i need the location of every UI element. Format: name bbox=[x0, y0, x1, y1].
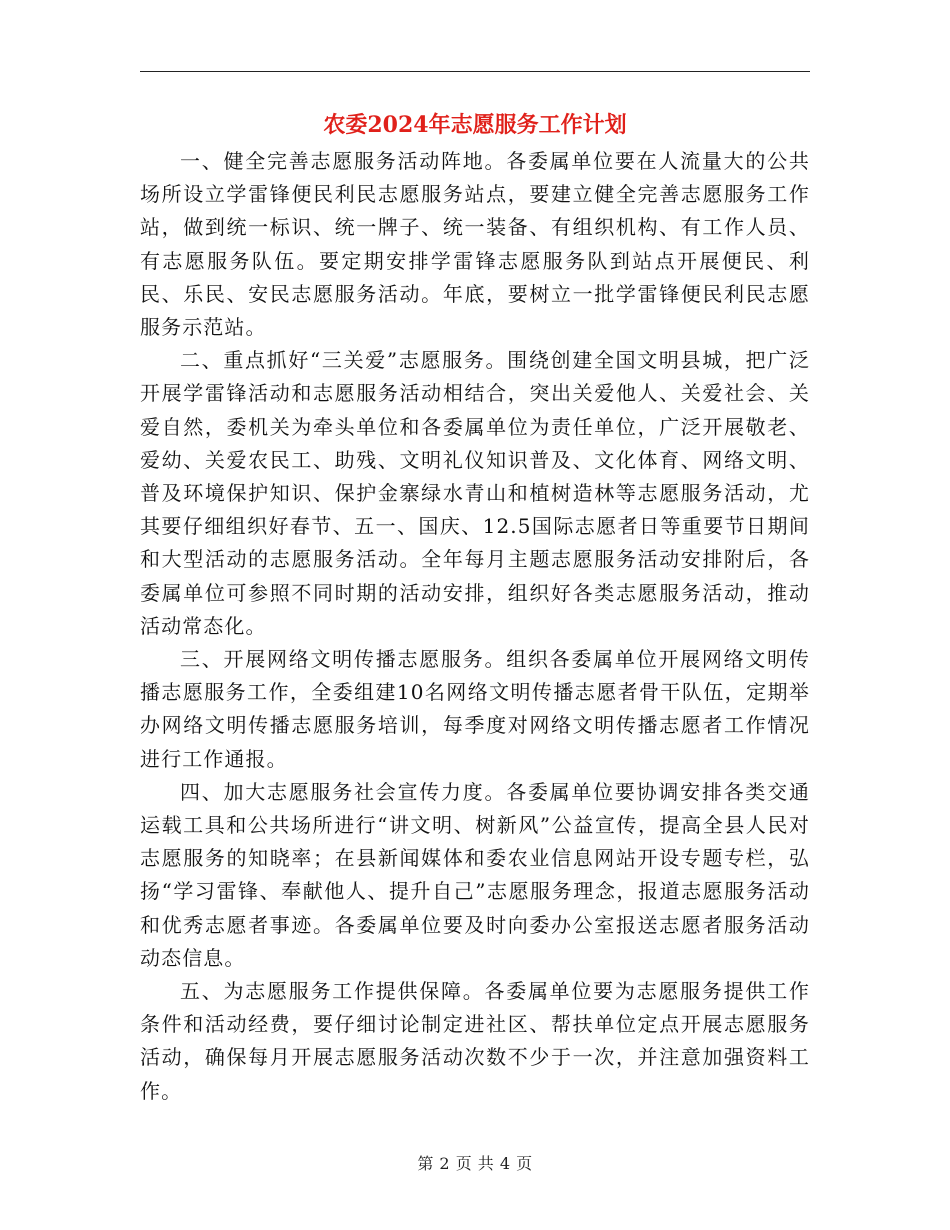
paragraph-section-5: 五、为志愿服务工作提供保障。各委属单位要为志愿服务提供工作条件和活动经费，要仔细讨论制定进社区、帮扶单位定点开展志愿服务活动，确保每月开展志愿服务活动次数不少于一次，并注意加强资料工作。 bbox=[140, 979, 810, 1103]
page-footer bbox=[140, 1154, 810, 1174]
header-rule bbox=[140, 71, 810, 72]
paragraph-section-1: 一、健全完善志愿服务活动阵地。各委属单位要在人流量大的公共场所设立学雷锋便民利民志愿服务站点，要建立健全完善志愿服务工作站，做到统一标识、统一牌子、统一装备、有组织机构、有工作人员、有志愿服务队伍。要定期安排学雷锋志愿服务队到站点开展便民、利民、乐民、安民志愿服务活动。年底，要树立一批学雷锋便民利民志愿服务示范站。 bbox=[140, 149, 810, 340]
document-body bbox=[140, 145, 810, 1108]
page-number-label: 第 2 页 共 4 页 bbox=[417, 1154, 533, 1173]
paragraph-section-4: 四、加大志愿服务社会宣传力度。各委属单位要协调安排各类交通运载工具和公共场所进行“讲文明、树新风”公益宣传，提高全县人民对志愿服务的知晓率；在县新闻媒体和委农业信息网站开设专题专栏，弘扬“学习雷锋、奉献他人、提升自己”志愿服务理念，报道志愿服务活动和优秀志愿者事迹。各委属单位要及时向委办公室报送志愿者服务活动动态信息。 bbox=[140, 779, 810, 970]
document-title: 农委2024年志愿服务工作计划 bbox=[323, 112, 627, 138]
paragraph-section-3: 三、开展网络文明传播志愿服务。组织各委属单位开展网络文明传播志愿服务工作，全委组建10名网络文明传播志愿者骨干队伍，定期举办网络文明传播志愿服务培训，每季度对网络文明传播志愿者工作情况进行工作通报。 bbox=[140, 647, 810, 771]
paragraph-section-2: 二、重点抓好“三关爱”志愿服务。围绕创建全国文明县城，把广泛开展学雷锋活动和志愿服务活动相结合，突出关爱他人、关爱社会、关爱自然，委机关为牵头单位和各委属单位为责任单位，广泛开展敬老、爱幼、关爱农民工、助残、文明礼仪知识普及、文化体育、网络文明、普及环境保护知识、保护金寨绿水青山和植树造林等志愿服务活动，尤其要仔细组织好春节、五一、国庆、12.5国际志愿者日等重要节日期间和大型活动的志愿服务活动。全年每月主题志愿服务活动安排附后，各委属单位可参照不同时期的活动安排，组织好各类志愿服务活动，推动活动常态化。 bbox=[140, 348, 810, 638]
